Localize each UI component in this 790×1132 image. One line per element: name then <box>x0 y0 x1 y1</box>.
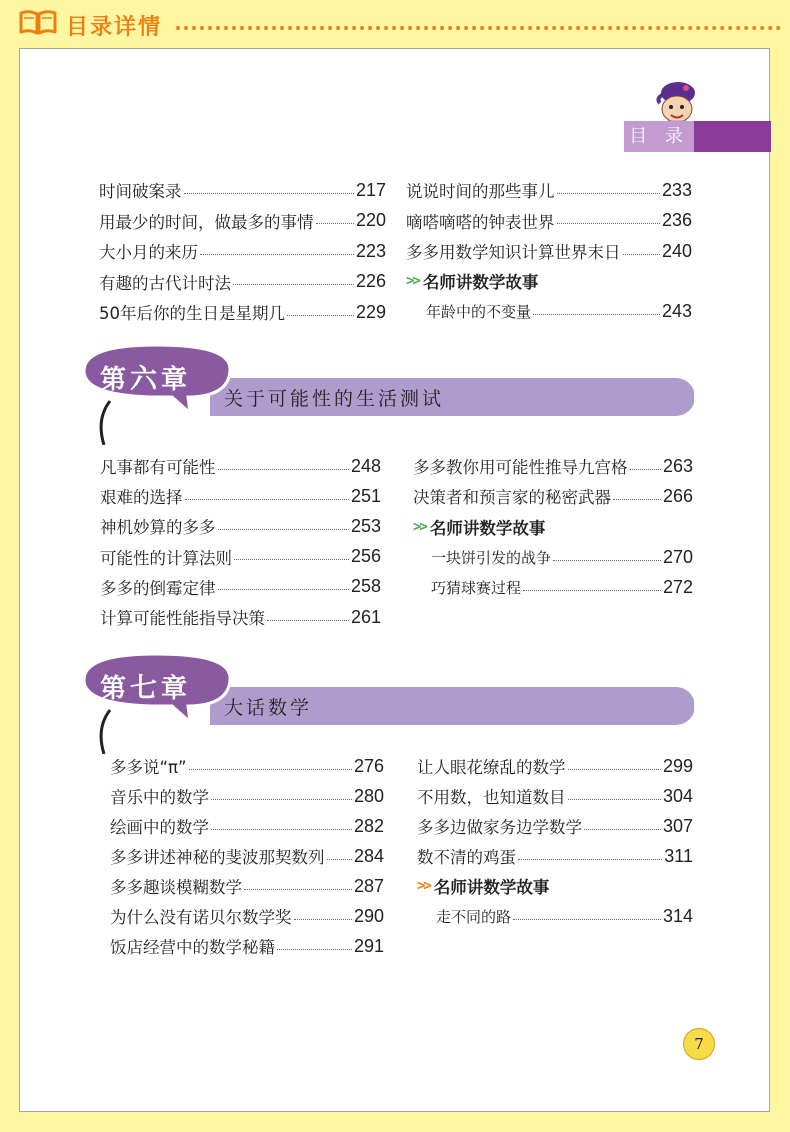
contents-tab <box>624 121 771 152</box>
section-heading <box>406 266 538 296</box>
entry-title: 多多说“π” <box>110 758 187 777</box>
toc-entry[interactable] <box>110 751 384 781</box>
entry-page: 261 <box>350 606 381 627</box>
dot-leader <box>200 254 354 255</box>
toc-entry[interactable] <box>417 751 693 781</box>
toc-entry[interactable] <box>100 451 381 481</box>
entry-title: 神机妙算的多多 <box>100 518 216 538</box>
dot-leader <box>287 315 354 316</box>
chapter-6-label <box>100 357 189 396</box>
section-heading <box>413 512 545 542</box>
entry-title: 音乐中的数学 <box>110 788 209 807</box>
dot-leader <box>218 529 349 530</box>
entry-title: 有趣的古代计时法 <box>99 273 231 293</box>
chapter-7-prefix: 第 <box>100 674 129 704</box>
toc-entry[interactable] <box>406 206 692 236</box>
entry-title: 不用数，也知道数目 <box>417 788 566 807</box>
entry-title: 计算可能性能指导决策 <box>100 609 265 628</box>
page-number-badge: 7 <box>683 1028 715 1060</box>
dot-leader <box>218 589 349 590</box>
entry-title: 为什么没有诺贝尔数学奖 <box>110 908 292 927</box>
chapter-7-title: 大话数学 <box>224 697 313 719</box>
entry-page: 287 <box>353 875 384 896</box>
entry-page: 307 <box>662 815 693 836</box>
entry-page: 314 <box>662 905 693 926</box>
section-label: 名师讲数学故事 <box>422 273 539 292</box>
entry-title: 多多边做家务边学数学 <box>417 818 582 837</box>
chapter-7-label <box>100 666 189 705</box>
entry-title: 一块饼引发的战争 <box>431 548 552 567</box>
entry-page: 233 <box>661 179 692 200</box>
entry-title: 说说时间的那些事儿 <box>406 182 555 201</box>
dot-leader <box>316 223 354 224</box>
entry-title: 巧猜球赛过程 <box>431 578 522 597</box>
entry-page: 282 <box>353 815 384 836</box>
section-label: 名师讲数学故事 <box>433 878 550 897</box>
entry-title: 50年后你的生日是星期几 <box>99 304 285 323</box>
chapter-6-banner <box>80 345 694 445</box>
toc-entry[interactable] <box>110 871 384 901</box>
header-dotted-rule <box>176 26 781 30</box>
entry-page: 226 <box>355 271 386 291</box>
story-entry[interactable] <box>431 572 693 602</box>
chapter-6-number: 六 <box>130 364 160 395</box>
story-entry[interactable] <box>431 542 693 572</box>
chapter-6-title: 关于可能性的生活测试 <box>224 388 445 410</box>
entry-title: 决策者和预言家的秘密武器 <box>413 488 611 508</box>
entry-page: 251 <box>350 485 381 506</box>
dot-leader <box>233 284 354 285</box>
entry-page: 263 <box>662 455 693 476</box>
entry-page: 304 <box>662 785 693 806</box>
entry-page: 229 <box>355 301 386 322</box>
entry-title: 多多趣谈模糊数学 <box>110 878 242 897</box>
entry-title: 多多讲述神秘的斐波那契数列 <box>110 848 325 867</box>
header-bar <box>18 8 778 40</box>
entry-title: 多多的倒霉定律 <box>100 578 216 598</box>
toc-entry[interactable] <box>413 481 693 511</box>
entry-page: 243 <box>661 300 692 321</box>
dot-leader <box>557 223 660 224</box>
toc-entry[interactable] <box>417 811 693 841</box>
section-heading <box>417 871 549 901</box>
entry-page: 280 <box>353 785 384 806</box>
toc-entry[interactable] <box>99 236 386 266</box>
entry-page: 240 <box>661 240 692 261</box>
toc-entry[interactable] <box>100 602 381 632</box>
entry-page: 258 <box>350 576 381 597</box>
toc-entry[interactable] <box>99 175 386 205</box>
dot-leader <box>557 193 660 194</box>
dot-leader <box>234 559 349 560</box>
dot-leader <box>294 919 352 920</box>
entry-page: 220 <box>355 210 386 230</box>
toc-entry[interactable] <box>99 206 386 236</box>
chapter-7-suffix: 章 <box>161 674 190 704</box>
double-chevron-icon: >> <box>417 878 430 894</box>
toc-entry[interactable] <box>99 297 386 327</box>
entry-page: 290 <box>353 905 384 926</box>
entry-page: 299 <box>662 755 693 776</box>
double-chevron-icon: >> <box>406 273 419 289</box>
toc-entry[interactable] <box>100 542 381 572</box>
entry-page: 266 <box>662 485 693 506</box>
entry-page: 276 <box>353 755 384 776</box>
entry-page: 284 <box>353 845 384 866</box>
dot-leader <box>518 859 662 860</box>
entry-title: 年龄中的不变量 <box>426 302 532 321</box>
story-entry[interactable] <box>436 901 693 931</box>
dot-leader <box>568 799 661 800</box>
chapter-7-banner <box>80 654 694 754</box>
entry-title: 嘀嗒嘀嗒的钟表世界 <box>406 212 555 232</box>
dot-leader <box>244 889 352 890</box>
toc-entry[interactable] <box>110 841 384 871</box>
toc-entry[interactable] <box>406 175 692 205</box>
entry-title: 饭店经营中的数学秘籍 <box>110 938 275 957</box>
toc-entry[interactable] <box>110 781 384 811</box>
dot-leader <box>211 829 352 830</box>
contents-tab-label: 目 录 <box>624 121 694 152</box>
entry-title: 大小月的来历 <box>99 243 198 262</box>
dot-leader <box>630 469 661 470</box>
entry-title: 让人眼花缭乱的数学 <box>417 758 566 777</box>
dot-leader <box>327 859 352 860</box>
entry-page: 270 <box>662 546 693 567</box>
dot-leader <box>523 590 661 591</box>
entry-title: 凡事都有可能性 <box>100 458 216 477</box>
toc-entry[interactable] <box>110 901 384 931</box>
toc-entry[interactable] <box>417 781 693 811</box>
dot-leader <box>218 469 349 470</box>
entry-page: 291 <box>353 935 384 956</box>
double-chevron-icon: >> <box>413 519 426 535</box>
entry-page: 311 <box>664 845 693 866</box>
dot-leader <box>267 620 349 621</box>
toc-entry[interactable] <box>99 267 386 297</box>
dot-leader <box>277 949 352 950</box>
dot-leader <box>185 499 349 500</box>
entry-page: 272 <box>662 576 693 597</box>
dot-leader <box>613 499 661 500</box>
story-entry[interactable] <box>426 296 692 326</box>
toc-entry[interactable] <box>413 451 693 481</box>
entry-title: 数不清的鸡蛋 <box>417 848 516 867</box>
toc-entry[interactable] <box>110 931 384 961</box>
entry-title: 用最少的时间，做最多的事情 <box>99 212 314 232</box>
dot-leader <box>189 769 352 770</box>
contents-tab-accent <box>694 121 771 152</box>
toc-entry[interactable] <box>110 811 384 841</box>
section-label: 名师讲数学故事 <box>429 519 546 538</box>
header-title: 目录详情 <box>66 15 163 40</box>
toc-entry[interactable] <box>406 236 692 266</box>
entry-title: 绘画中的数学 <box>110 818 209 837</box>
entry-title: 时间破案录 <box>99 182 182 201</box>
toc-entry[interactable] <box>100 572 381 602</box>
dot-leader <box>513 919 661 920</box>
chapter-6-suffix: 章 <box>161 365 190 395</box>
chapter-7-number: 七 <box>130 673 160 704</box>
open-book-icon <box>18 10 58 36</box>
dot-leader <box>533 314 660 315</box>
dot-leader <box>623 254 660 255</box>
dot-leader <box>553 560 661 561</box>
entry-page: 256 <box>350 546 381 567</box>
toc-entry[interactable] <box>100 511 381 541</box>
entry-page: 248 <box>350 455 381 476</box>
entry-page: 236 <box>661 210 692 230</box>
toc-entry[interactable] <box>100 481 381 511</box>
entry-page: 223 <box>355 240 386 261</box>
entry-page: 253 <box>350 515 381 536</box>
entry-title: 艰难的选择 <box>100 488 183 508</box>
dot-leader <box>584 829 661 830</box>
chapter-6-prefix: 第 <box>100 365 129 395</box>
entry-title: 可能性的计算法则 <box>100 548 232 568</box>
entry-title: 多多教你用可能性推导九宫格 <box>413 458 628 477</box>
entry-page: 217 <box>355 179 386 200</box>
entry-title: 多多用数学知识计算世界末日 <box>406 243 621 262</box>
entry-title: 走不同的路 <box>436 907 512 926</box>
toc-entry[interactable] <box>417 841 693 871</box>
dot-leader <box>211 799 352 800</box>
dot-leader <box>568 769 661 770</box>
dot-leader <box>184 193 354 194</box>
